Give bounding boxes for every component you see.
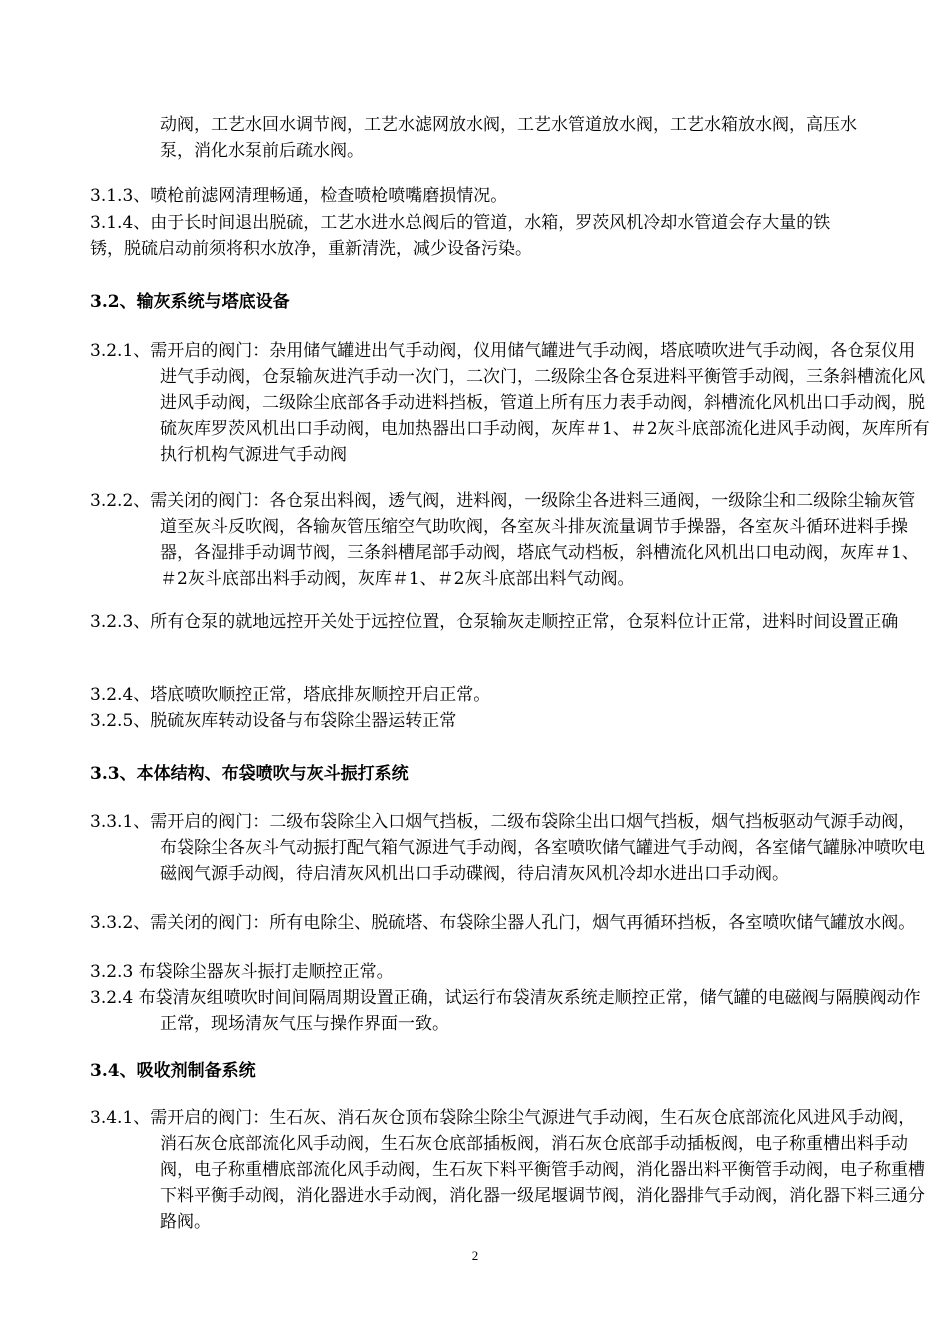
paragraph-3-3-1: 3.3.1、需开启的阀门：二级布袋除尘入口烟气挡板，二级布袋除尘出口烟气挡板，烟气挡板驱动气源手动阀，布袋除尘各灰斗气动振打配气箱气源进气手动阀，各室喷吹储气罐进气手动阀，各室储气罐脉冲喷吹电磁阀气源手动阀，待启清灰风机出口手动碟阀，待启清灰风机冷却水进出口手动阀。 [90, 812, 925, 884]
paragraph-3-2-4-bag: 3.2.4 布袋清灰组喷吹时间间隔周期设置正确，试运行布袋清灰系统走顺控正常，储气罐的电磁阀与隔膜阀动作正常，现场清灰气压与操作界面一致。 [90, 988, 921, 1034]
paragraph-3-2-1: 3.2.1、需开启的阀门：杂用储气罐进出气手动阀，仪用储气罐进气手动阀，塔底喷吹进气手动阀，各仓泵仪用进气手动阀，仓泵输灰进汽手动一次门，二次门，二级除尘各仓泵进料平衡管手动阀，三条斜槽流化风进风手动阀，二级除尘底部各手动进料挡板，管道上所有压力表手动阀，斜槽流化风机出口手动阀，脱硫灰库罗茨风机出口手动阀，电加热器出口手动阀，灰库＃1、＃2灰斗底部流化进风手动阀，灰库所有执行机构气源进气手动阀 [90, 341, 930, 465]
heading-3-2: 3.2、输灰系统与塔底设备 [90, 292, 290, 312]
paragraph-3-2-3: 3.2.3、所有仓泵的就地远控开关处于远控位置，仓泵输灰走顺控正常，仓泵料位计正常，进料时间设置正确 [90, 612, 899, 632]
page-number: 2 [471, 1248, 479, 1263]
paragraph-3-1-3: 3.1.3、喷枪前滤网清理畅通，检查喷枪喷嘴磨损情况。 [90, 186, 508, 206]
heading-3-3: 3.3、本体结构、布袋喷吹与灰斗振打系统 [90, 764, 409, 784]
paragraph-3-4-1: 3.4.1、需开启的阀门：生石灰、消石灰仓顶布袋除尘除尘气源进气手动阀，生石灰仓底部流化风进风手动阀，消石灰仓底部流化风手动阀，生石灰仓底部插板阀，消石灰仓底部手动插板阀，电子称重槽出料手动阀，电子称重槽底部流化风手动阀，生石灰下料平衡管手动阀，消化器出料平衡管手动阀，电子称重槽下料平衡手动阀，消化器进水手动阀，消化器一级尾堰调节阀，消化器排气手动阀，消化器下料三通分路阀。 [90, 1108, 925, 1232]
heading-3-4: 3.4、吸收剂制备系统 [90, 1061, 256, 1081]
paragraph-3-1-2-continuation: 动阀，工艺水回水调节阀，工艺水滤网放水阀，工艺水管道放水阀，工艺水箱放水阀，高压水泵，消化水泵前后疏水阀。 [160, 115, 857, 161]
paragraph-3-1-4: 3.1.4、由于长时间退出脱硫，工艺水进水总阀后的管道，水箱，罗茨风机冷却水管道会存大量的铁锈，脱硫启动前须将积水放净，重新清洗，减少设备污染。 [90, 213, 831, 259]
paragraph-3-3-2: 3.3.2、需关闭的阀门：所有电除尘、脱硫塔、布袋除尘器人孔门，烟气再循环挡板，各室喷吹储气罐放水阀。 [90, 913, 916, 933]
paragraph-3-2-4: 3.2.4、塔底喷吹顺控正常，塔底排灰顺控开启正常。 [90, 685, 491, 705]
paragraph-3-2-2: 3.2.2、需关闭的阀门：各仓泵出料阀，透气阀，进料阀，一级除尘各进料三通阀，一级除尘和二级除尘输灰管道至灰斗反吹阀，各输灰管压缩空气助吹阀，各室灰斗排灰流量调节手操器，各室灰斗循环进料手操器，各湿排手动调节阀，三条斜槽尾部手动阀，塔底气动档板，斜槽流化风机出口电动阀，灰库＃1、＃2灰斗底部出料手动阀，灰库＃1、＃2灰斗底部出料气动阀。 [90, 491, 919, 589]
paragraph-3-2-5: 3.2.5、脱硫灰库转动设备与布袋除尘器运转正常 [90, 711, 457, 731]
paragraph-3-2-3-bag: 3.2.3 布袋除尘器灰斗振打走顺控正常。 [90, 962, 394, 982]
